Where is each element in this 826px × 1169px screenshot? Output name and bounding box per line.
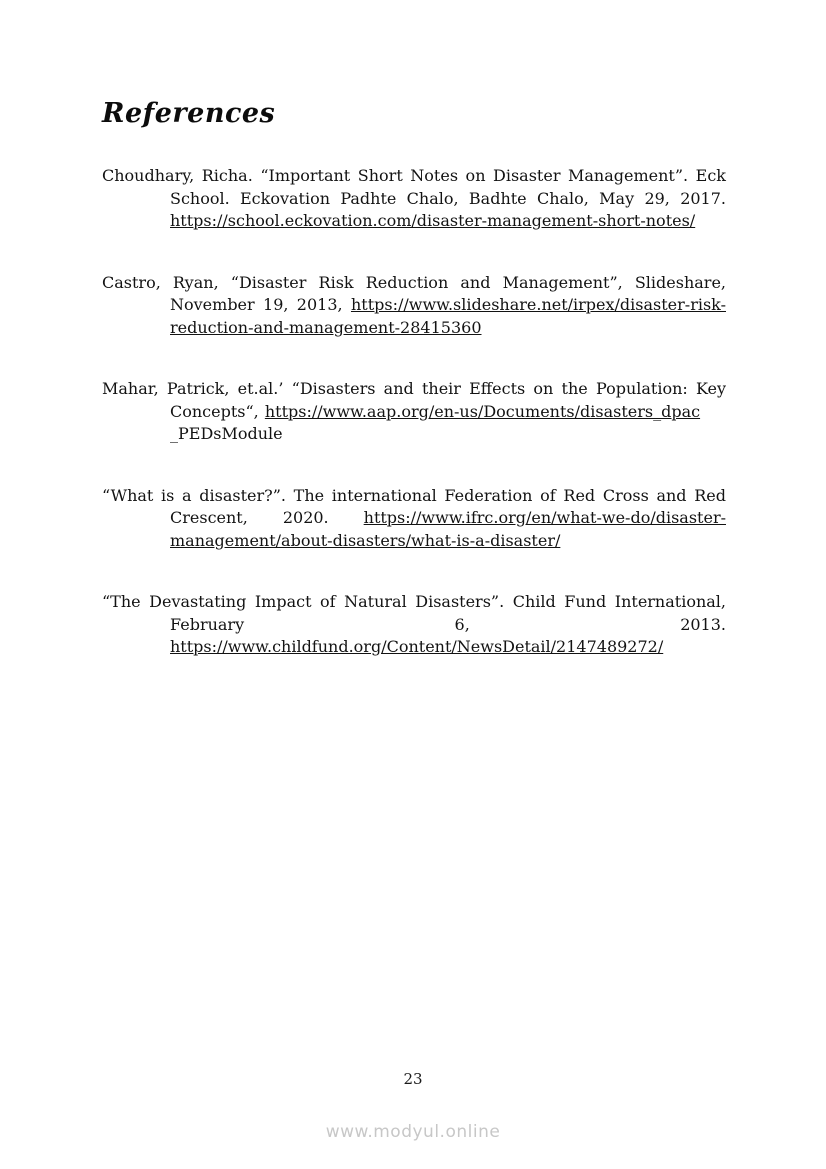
reference-text: Choudhary, Richa. “Important Short Notes on Disaster Management”. Eck School. Eckovation Padhte Chalo, Badhte Chalo, May 29, 2017. <box>102 166 726 208</box>
reference-entry <box>102 485 726 553</box>
watermark: www.modyul.online <box>325 1122 501 1142</box>
reference-link[interactable]: https://www.childfund.org/Content/NewsDetail/2147489272/ <box>170 637 664 656</box>
reference-text: Mahar, Patrick, et.al.’ “Disasters and their Effects on the Population: Key Concepts“, <box>102 379 726 421</box>
page-number: 23 <box>403 1070 423 1088</box>
reference-entry <box>102 272 726 340</box>
reference-entry <box>102 378 726 446</box>
reference-link[interactable]: https://www.ifrc.org/en/what-we-do/disaster-management/about-disasters/what-is-a-disaster/ <box>170 508 726 550</box>
reference-entry <box>102 165 726 233</box>
reference-text: Castro, Ryan, “Disaster Risk Reduction and Management”, Slideshare, November 19, 2013, <box>102 272 726 314</box>
page-content <box>102 98 726 698</box>
reference-text: “What is a disaster?”. The international Federation of Red Cross and Red Crescent, 2020. <box>102 485 726 527</box>
reference-link[interactable]: https://school.eckovation.com/disaster-management-short-notes/ <box>170 211 696 230</box>
reference-link[interactable]: https://www.slideshare.net/irpex/disaster-risk-reduction-and-management-28415360 <box>170 295 726 337</box>
reference-link[interactable]: https://www.aap.org/en-us/Documents/disasters_dpac <box>264 401 701 421</box>
page-title: References <box>102 98 276 129</box>
reference-text-suffix: _PEDsModule <box>170 424 283 443</box>
reference-text: “The Devastating Impact of Natural Disasters”. Child Fund International, February 6, 2013. <box>102 592 726 634</box>
reference-entry <box>102 591 726 659</box>
